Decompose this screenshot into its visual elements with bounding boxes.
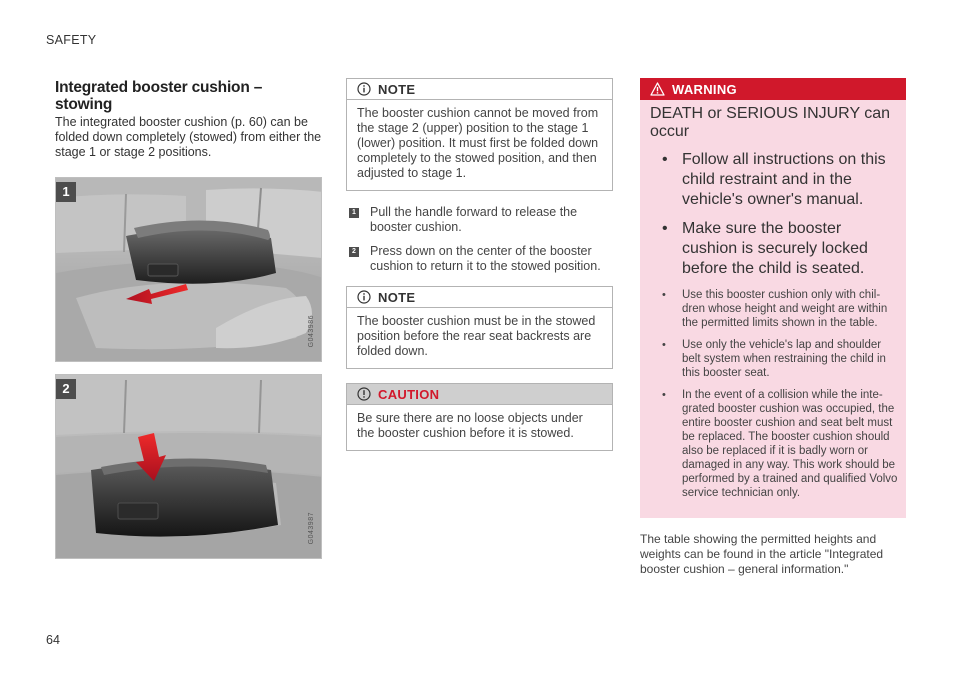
warning-triangle-icon — [650, 82, 665, 96]
note-heading-label: NOTE — [378, 289, 416, 305]
step-text: Pull the handle forward to release the booster cushion. — [370, 205, 578, 234]
note-heading-label: NOTE — [378, 81, 416, 97]
note-text: The booster cushion must be in the stowed position before the rear seat backrests are folded down. — [357, 314, 596, 358]
closing-paragraph: The table showing the permitted heights and weights can be found in the article "Integrated booster cushion – general information." — [640, 532, 884, 576]
note-heading — [347, 79, 612, 100]
step-number-badge: 1 — [349, 208, 359, 218]
list-item: • Follow all instructions on this child restraint and in the vehicle's owner's manual. — [650, 150, 898, 210]
figure-2 — [55, 374, 322, 559]
caution-box — [346, 383, 613, 451]
list-item: • Use this booster cushion only with chil-dren whose height and weight are within the permitted limits shown in the table. — [650, 288, 898, 330]
page-header: SAFETY — [46, 33, 97, 47]
info-icon — [357, 82, 371, 96]
figure-number-badge: 2 — [56, 379, 76, 399]
warning-detail-list — [650, 288, 898, 500]
caution-heading — [347, 384, 612, 405]
step-number-badge: 2 — [349, 247, 359, 257]
right-column — [640, 78, 906, 577]
info-icon — [357, 290, 371, 304]
note-box-1 — [346, 78, 613, 191]
warning-box — [640, 78, 906, 518]
seat-illustration-release — [56, 178, 322, 362]
figure-1 — [55, 177, 322, 362]
step-text: Press down on the center of the booster cushion to return it to the stowed position. — [370, 244, 601, 273]
caution-icon — [357, 387, 371, 401]
note-text: The booster cushion cannot be moved from the stage 2 (upper) position to the stage 1 (lower) position. It must first be folded down completely to the stowed position, and then adjusted to stage 1. — [357, 106, 599, 180]
step-list — [346, 205, 613, 274]
intro-paragraph: The integrated booster cushion (p. 60) can be folded down completely (stowed) from either the stage 1 or stage 2 positions. — [55, 115, 322, 159]
note-heading — [347, 287, 612, 308]
step-item — [346, 244, 613, 274]
caution-heading-label: CAUTION — [378, 386, 440, 402]
page-number: 64 — [46, 633, 60, 647]
warning-heading-label: WARNING — [672, 81, 737, 97]
list-item: • In the event of a collision while the inte-grated booster cushion was occupied, the entire booster cushion and seat belt must be replaced. The booster cushion should also be replaced if it is badly worn or damaged in any way. This work should be performed by a trained and qualified Volvo service technician only. — [650, 388, 898, 500]
seat-illustration-stow — [56, 375, 322, 559]
middle-column — [346, 78, 613, 451]
caution-text: Be sure there are no loose objects under the booster cushion before it is stowed. — [357, 411, 583, 440]
left-column — [55, 79, 323, 559]
section-title: Integrated booster cushion – stowing — [55, 79, 263, 113]
warning-body — [640, 100, 906, 518]
list-item: • Use only the vehicle's lap and shoulder belt system when restraining the child in this booster seat. — [650, 338, 898, 380]
warning-main-list — [650, 150, 898, 279]
step-item — [346, 205, 613, 235]
figure-code: G043986 — [308, 314, 315, 347]
warning-lead: DEATH or SERIOUS INJURY can occur — [650, 105, 891, 140]
figure-code: G043987 — [308, 511, 315, 544]
list-item: • Make sure the booster cushion is securely locked before the child is seated. — [650, 219, 898, 279]
note-box-2 — [346, 286, 613, 369]
figure-number-badge: 1 — [56, 182, 76, 202]
warning-heading — [640, 78, 906, 100]
